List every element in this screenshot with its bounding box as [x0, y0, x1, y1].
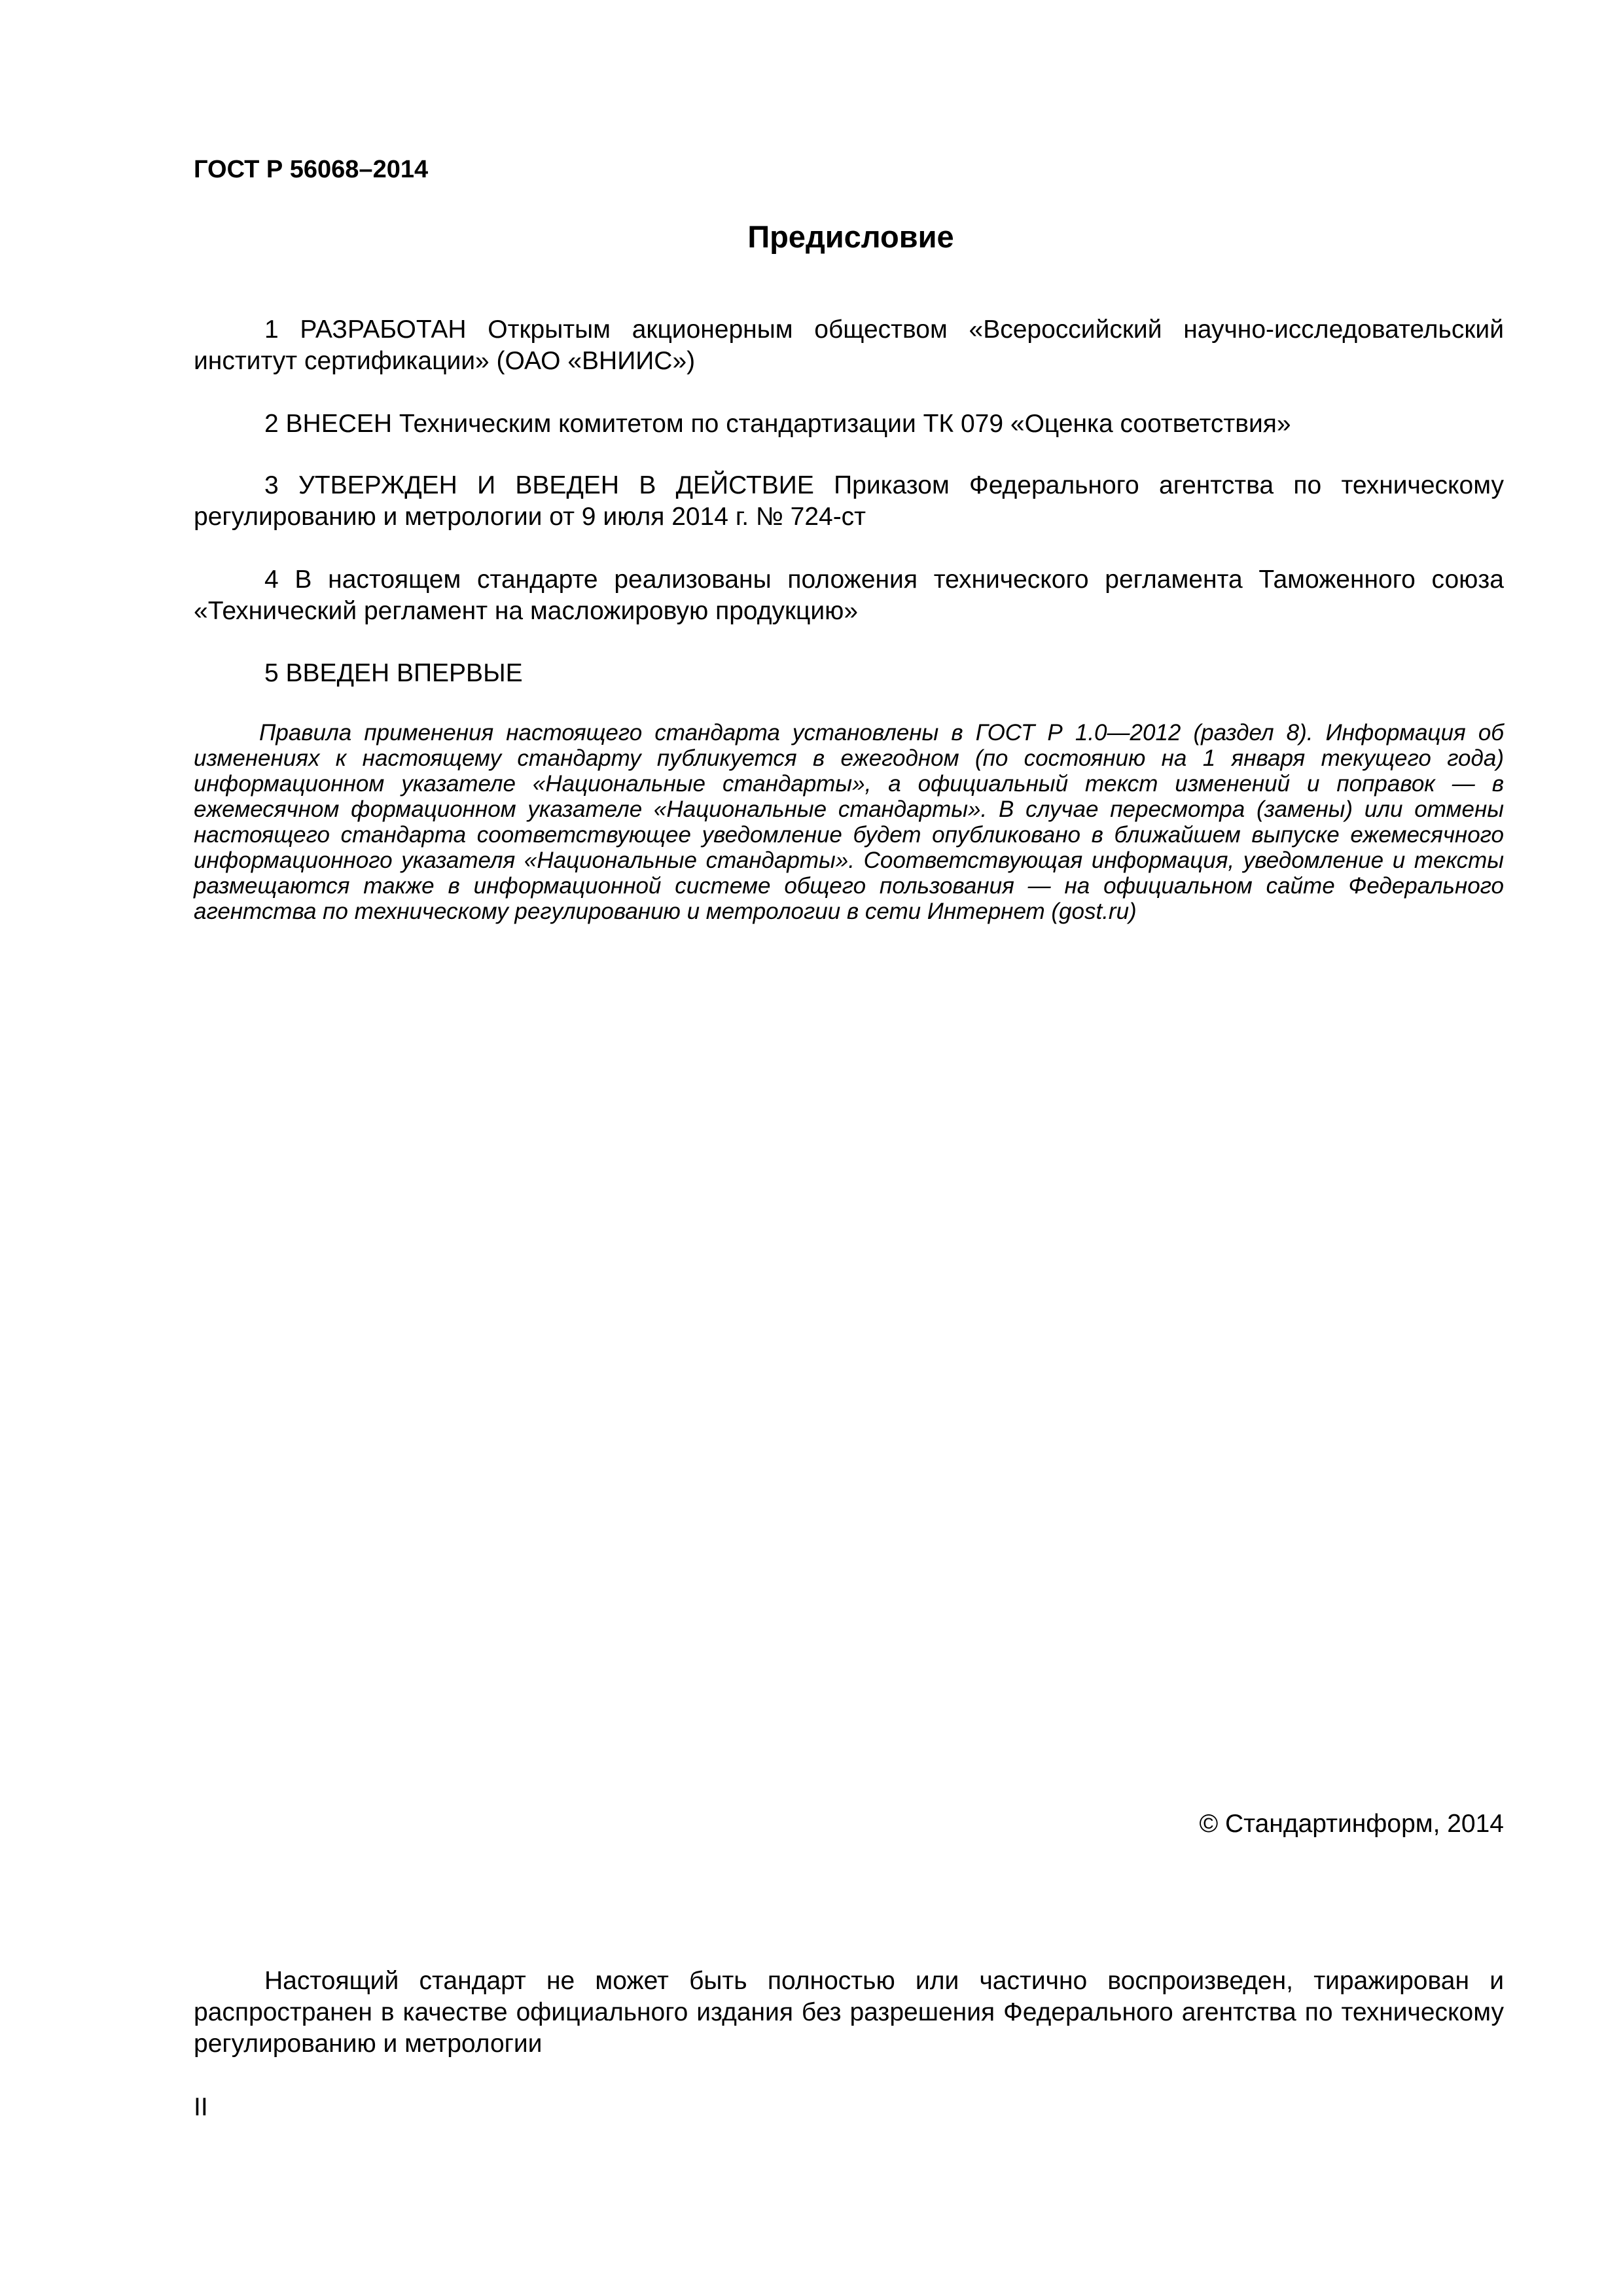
reproduction-notice: Настоящий стандарт не может быть полностью или частично воспроизведен, тиражирован и распространен в качестве официального издания без разрешения Федерального агентства по техническому регулированию и метрологии: [194, 1967, 1504, 2058]
paragraph-regulation: 4 В настоящем стандарте реализованы положения технического регламента Таможенного союза «Технический регламент на масложировую продукцию»: [194, 565, 1504, 625]
paragraph-first-introduced: 5 ВВЕДЕН ВПЕРВЫЕ: [264, 659, 523, 687]
document-code: ГОСТ Р 56068–2014: [194, 156, 429, 183]
copyright: © Стандартинформ, 2014: [1199, 1810, 1504, 1838]
page-title: Предисловие: [747, 219, 954, 254]
paragraph-approved: 3 УТВЕРЖДЕН И ВВЕДЕН В ДЕЙСТВИЕ Приказом Федерального агентства по техническому регулированию и метрологии от 9 июля 2014 г. № 724-ст: [194, 471, 1504, 531]
page-number: II: [194, 2093, 208, 2121]
paragraph-introduced-by: 2 ВНЕСЕН Техническим комитетом по стандартизации ТК 079 «Оценка соответствия»: [264, 410, 1291, 438]
paragraph-developed-by: 1 РАЗРАБОТАН Открытым акционерным обществом «Всероссийский научно-исследовательский институт сертификации» (ОАО «ВНИИС»): [194, 315, 1504, 375]
application-rules-note: Правила применения настоящего стандарта установлены в ГОСТ Р 1.0—2012 (раздел 8). Информация об изменениях к настоящему стандарту публикуется в ежегодном (по состоянию на 1 января текущего года) информационном указателе «Национальные стандарты», а официальный текст изменений и поправок — в ежемесячном формационном указателе «Национальные стандарты». В случае пересмотра (замены) или отмены настоящего стандарта соответствующее уведомление будет опубликовано в ближайшем выпуске ежемесячного информационного указателя «Национальные стандарты». Соответствующая информация, уведомление и тексты размещаются также в информационной системе общего пользования — на официальном сайте Федерального агентства по техническому регулированию и метрологии в сети Интернет (gost.ru): [194, 720, 1504, 924]
